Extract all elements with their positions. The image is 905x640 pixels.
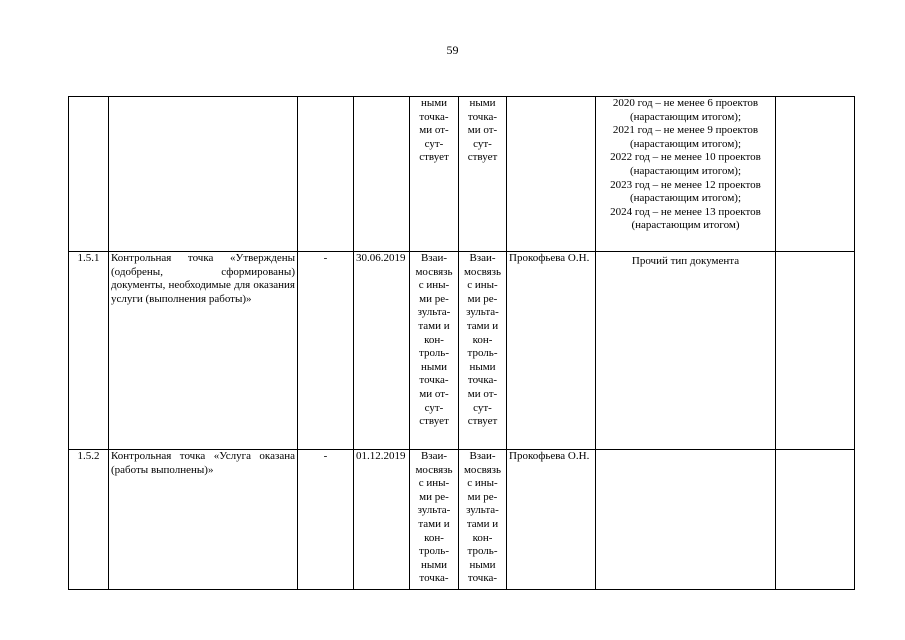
row-responsible: Прокофьева О.Н. <box>507 252 596 450</box>
row-number: 1.5.2 <box>69 450 109 590</box>
page-number: 59 <box>446 43 459 57</box>
row-interrelation-prev: Взаи- мосвязь с ины- ми ре- зульта- тами и кон- троль- ными точка- <box>410 450 459 590</box>
row-date: 01.12.2019 <box>354 450 410 590</box>
row-interrelation-prev: ными точка- ми от- сут- ствует <box>410 97 459 252</box>
row-dash: - <box>298 450 354 590</box>
table-row <box>69 97 855 252</box>
row-number: 1.5.1 <box>69 252 109 450</box>
row-interrelation-next: Взаи- мосвязь с ины- ми ре- зульта- тами и кон- троль- ными точка- <box>459 450 507 590</box>
row-interrelation-next: ными точка- ми от- сут- ствует <box>459 97 507 252</box>
row-date: 30.06.2019 <box>354 252 410 450</box>
row-extra <box>776 252 855 450</box>
row-result: 2020 год – не менее 6 проектов (нарастающим итогом); 2021 год – не менее 9 проектов (нарастающим итогом); 2022 год – не менее 10 проектов (нарастающим итогом); 2023 год – не менее 12 проектов (нарастающим итогом); 2024 год – не менее 13 проектов (нарастающим итогом) <box>596 97 776 252</box>
row-name <box>109 97 298 252</box>
table-row <box>69 450 855 590</box>
table-row <box>69 252 855 450</box>
plan-table <box>68 96 855 590</box>
row-name: Контрольная точка «Услуга оказана (работы выполнены)» <box>109 450 298 590</box>
row-interrelation-prev: Взаи- мосвязь с ины- ми ре- зульта- тами и кон- троль- ными точка- ми от- сут- ствует <box>410 252 459 450</box>
row-interrelation-next: Взаи- мосвязь с ины- ми ре- зульта- тами и кон- троль- ными точка- ми от- сут- ствует <box>459 252 507 450</box>
row-extra <box>776 450 855 590</box>
row-dash <box>298 97 354 252</box>
row-name: Контрольная точка «Утверждены (одобрены, сформированы) документы, необходимые для оказания услуги (выполнения работы)» <box>109 252 298 450</box>
row-dash: - <box>298 252 354 450</box>
row-extra <box>776 97 855 252</box>
row-responsible <box>507 97 596 252</box>
row-number <box>69 97 109 252</box>
row-result: Прочий тип документа <box>596 252 776 450</box>
row-date <box>354 97 410 252</box>
row-result <box>596 450 776 590</box>
row-responsible: Прокофьева О.Н. <box>507 450 596 590</box>
